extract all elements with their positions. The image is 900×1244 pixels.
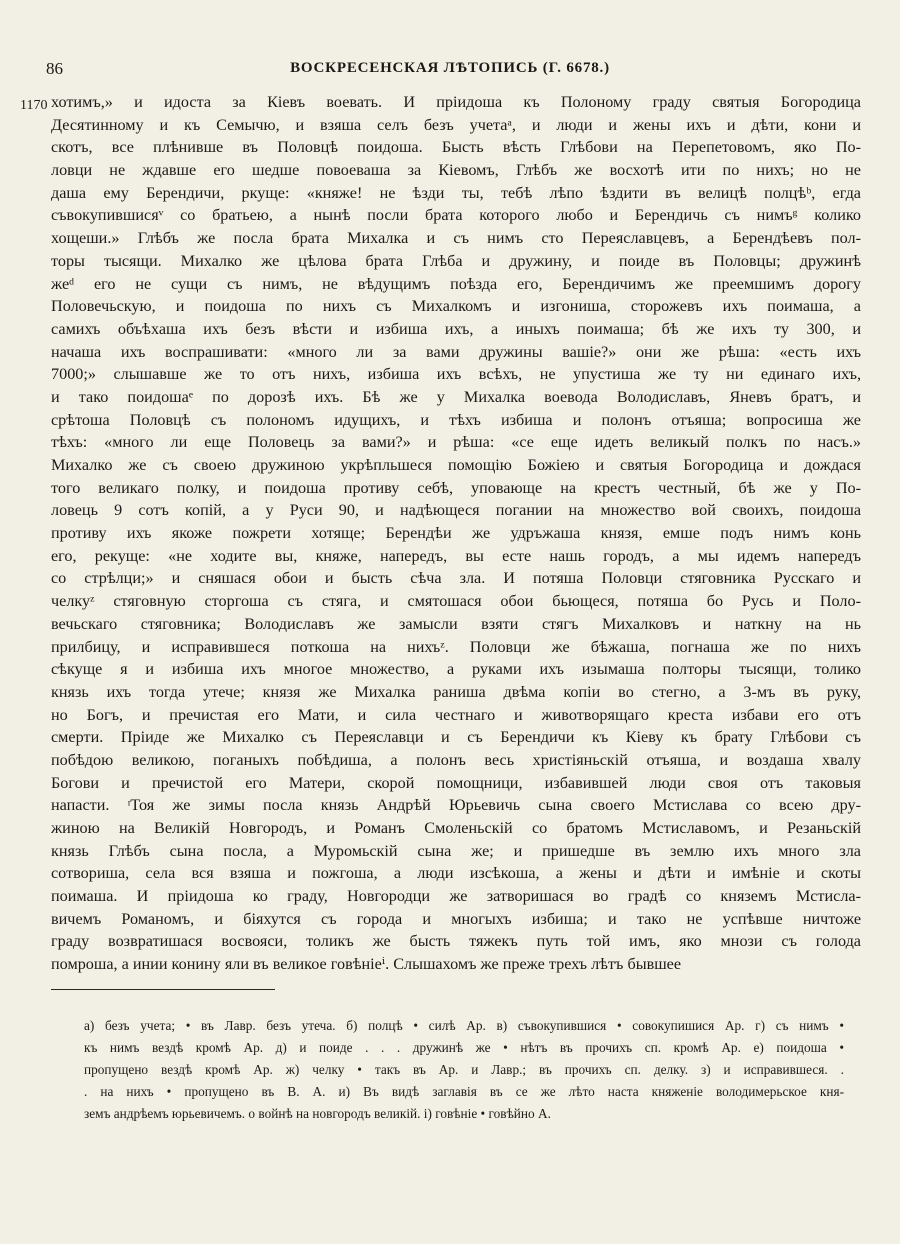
text-line: вечьскаго стяговника; Володиславъ же замысли взяти стягъ Михалковъ и наткну на нь xyxy=(51,614,861,633)
text-line: хощеши.» Глѣбъ же посла брата Михалка и съ нимъ сто Переяславцевъ, а Берендѣевъ пол- xyxy=(51,229,861,248)
text-line: граду возвратишася восвояси, толикъ же бысть тяжекъ путь той имъ, яко мнози съ голода xyxy=(51,932,861,951)
text-line: того великаго полку, и поидоша противу себѣ, уповающе на крестъ честный, бѣ же у По- xyxy=(51,478,861,497)
text-line: сѣкуще я и избиша ихъ многое множество, а руками ихъ изымаша полторы тысящи, толико xyxy=(51,660,861,679)
text-line: даша ему Берендичи, ркуще: «княже! не ѣзди ты, тебѣ лѣпо ѣздити въ велицѣ полцѣᵇ, егда xyxy=(51,183,861,202)
text-line: сотвориша, села вся взяша и пожгоша, а люди изсѣкоша, а жены и дѣти и имѣніе и скоты xyxy=(51,864,861,883)
text-line: ловець 9 сотъ копій, а у Руси 90, и надѣющеся погании на множество вой своихъ, поидоша xyxy=(51,501,861,520)
page-header xyxy=(0,57,900,83)
text-line: князь Глѣбъ сына посла, а Муромьскій сына же; и пришедше въ землю ихъ много зла xyxy=(51,841,861,860)
text-line: скотъ, все плѣнивше въ Половцѣ поидоша. Бысть вѣсть Глѣбови на Перепетовомъ, яко По- xyxy=(51,138,861,157)
footnote-line: земъ андрѣемъ юрьевичемъ. о войнѣ на новгородъ великій. і) говѣніе • говѣйно А. xyxy=(84,1106,551,1121)
margin-year: 1170 xyxy=(20,98,48,113)
footnote-line: а) безъ учета; • въ Лавр. безъ утеча. б) полцѣ • силѣ Ар. в) съвокупившися • совокупишися Ар. г) съ нимъ • xyxy=(84,1018,844,1033)
footnote-separator xyxy=(51,989,275,990)
footnote-line: къ нимъ вездѣ кромѣ Ар. д) и поиде . . . дружинѣ же • нѣтъ въ прочихъ сп. кромѣ Ар. е) поидоша • xyxy=(84,1040,844,1055)
text-line: князь ихъ тогда утече; князя же Михалка раниша двѣма копіи во стегно, а 3-мъ въ руку, xyxy=(51,682,861,701)
footnote-line: пропущено вездѣ кромѣ Ар. ж) челку • такъ въ Ар. и Лавр.; въ прочихъ сп. делку. з) и исправившеся. . xyxy=(84,1062,844,1077)
text-line: торы тысящи. Михалко же цѣлова брата Глѣба и дружину, и поиде въ Половцы; дружинѣ xyxy=(51,251,861,270)
text-line: Михалко же съ своею дружиною укрѣпльшеся помощію Божіею и святыя Богородица и дождася xyxy=(51,456,861,474)
main-text xyxy=(51,91,861,976)
text-line: побѣдою великою, поганыхъ побѣдиша, а полонъ весь христіяньскій отъяша, и воздаша хвалу xyxy=(51,750,861,769)
text-line: и тако поидошаᵉ по дорозѣ ихъ. Бѣ же у Михалка воевода Володиславъ, Яневъ братъ, и xyxy=(51,387,861,406)
text-line: его, рекуще: «не ходите вы, княже, напередъ, вы есте нашь городъ, а мы идемъ напередъ xyxy=(51,546,861,565)
text-line: Десятинному и къ Семычю, и взяша селъ безъ учетаᵃ, и люди и жены ихъ и дѣти, кони и xyxy=(51,115,861,134)
text-line: смерти. Пріиде же Михалко съ Переяславци и съ Берендичи къ Кіеву къ брату Глѣбови съ xyxy=(51,728,861,747)
text-line: челкуᶻ стяговную сторгоша съ стяга, и смятошася обои бьющеся, потяша бо Русь и Поло- xyxy=(51,592,861,611)
text-line: Половечьскую, и поидоша по нихъ съ Михалкомъ и изгониша, сторожевъ ихъ поимаша, а xyxy=(51,297,861,316)
text-line: 7000;» слышавше же то отъ нихъ, избиша ихъ всѣхъ, не упустиша же ту ни единаго ихъ, xyxy=(51,365,861,384)
text-line: хотимъ,» и идоста за Кіевъ воевать. И пріидоша къ Полоному граду святыя Богородица xyxy=(51,93,861,111)
footnote-line: . на нихъ • пропущено въ В. А. и) Въ видѣ заглавія въ се же лѣто наста княженіе володимерьское кня- xyxy=(84,1084,844,1099)
footnotes xyxy=(84,1015,844,1125)
text-line: со стрѣлци;» и сняшася обои и бысть сѣча зла. И потяша Половци стяговника Русскаго и xyxy=(51,569,861,588)
text-line: ловци не ждавше его шедше повоеваша за Кіевомъ, Глѣбъ же восхотѣ ити по нихъ; но не xyxy=(51,161,861,180)
text-line: самихъ объѣхаша ихъ безъ вѣсти и избиша ихъ, а иныхъ поимаша; бѣ же ихъ ту 300, и xyxy=(51,319,861,338)
text-line: прилбицу, и исправившеся поткоша на нихъᶻ. Половци же бѣжаша, погнаша же по нихъ xyxy=(51,637,861,656)
running-title: ВОСКРЕСЕНСКАЯ ЛѢТОПИСЬ (Г. 6678.) xyxy=(290,60,610,76)
text-line: жиною на Великій Новгородъ, и Романъ Смоленьскій со братомъ Мстиславомъ, и Резаньскій xyxy=(51,819,861,837)
text-line: поимаша. И пріидоша ко граду, Новгородци же затворишася во градѣ со княземъ Мстисла- xyxy=(51,887,861,906)
text-line: срѣтоша Половцѣ съ полономъ идущихъ, и тѣхъ избиша и полонъ отъяша; вопросиша же xyxy=(51,410,861,429)
text-line: начаша ихъ воспрашивати: «много ли за вами дружины вашіе?» они же рѣша: «есть ихъ xyxy=(51,342,861,361)
page-number: 86 xyxy=(46,59,63,78)
text-line: но Богъ, и пречистая его Мати, и сила честнаго и животворящаго креста избави его отъ xyxy=(51,705,861,724)
text-line: напасти. ᶦТоя же зимы посла князь Андрѣй Юрьевичь сына своего Мстислава со всею дру- xyxy=(51,796,861,815)
text-line: Богови и пречистой его Матери, скорой помощници, избавившей люди своя отъ таковыя xyxy=(51,773,861,792)
text-line: тѣхъ: «много ли еще Половець за вами?» и рѣша: «се еще идеть великый полкъ по насъ.» xyxy=(51,433,861,452)
text-line: противу ихъ якоже пожрети хотяще; Берендѣи же удръжаша князя, емше подъ нимъ конь xyxy=(51,524,861,543)
text-line: вичемъ Романомъ, и біяхутся съ города и многыхъ избиша; и тако не успѣвше ничтоже xyxy=(51,909,861,928)
text-line: жеᵈ его не сущи съ нимъ, не вѣдущимъ поѣзда его, Берендичимъ же преемшимъ дорогу xyxy=(51,274,861,293)
text-line: помроша, а инии конину яли въ великое говѣніеⁱ. Слышахомъ же преже трехъ лѣтъ бывшее xyxy=(51,955,682,974)
text-line: съвокупившисяᵛ со братьею, а нынѣ посли брата которого любо и Берендичь съ нимъᵍ колико xyxy=(51,206,861,225)
